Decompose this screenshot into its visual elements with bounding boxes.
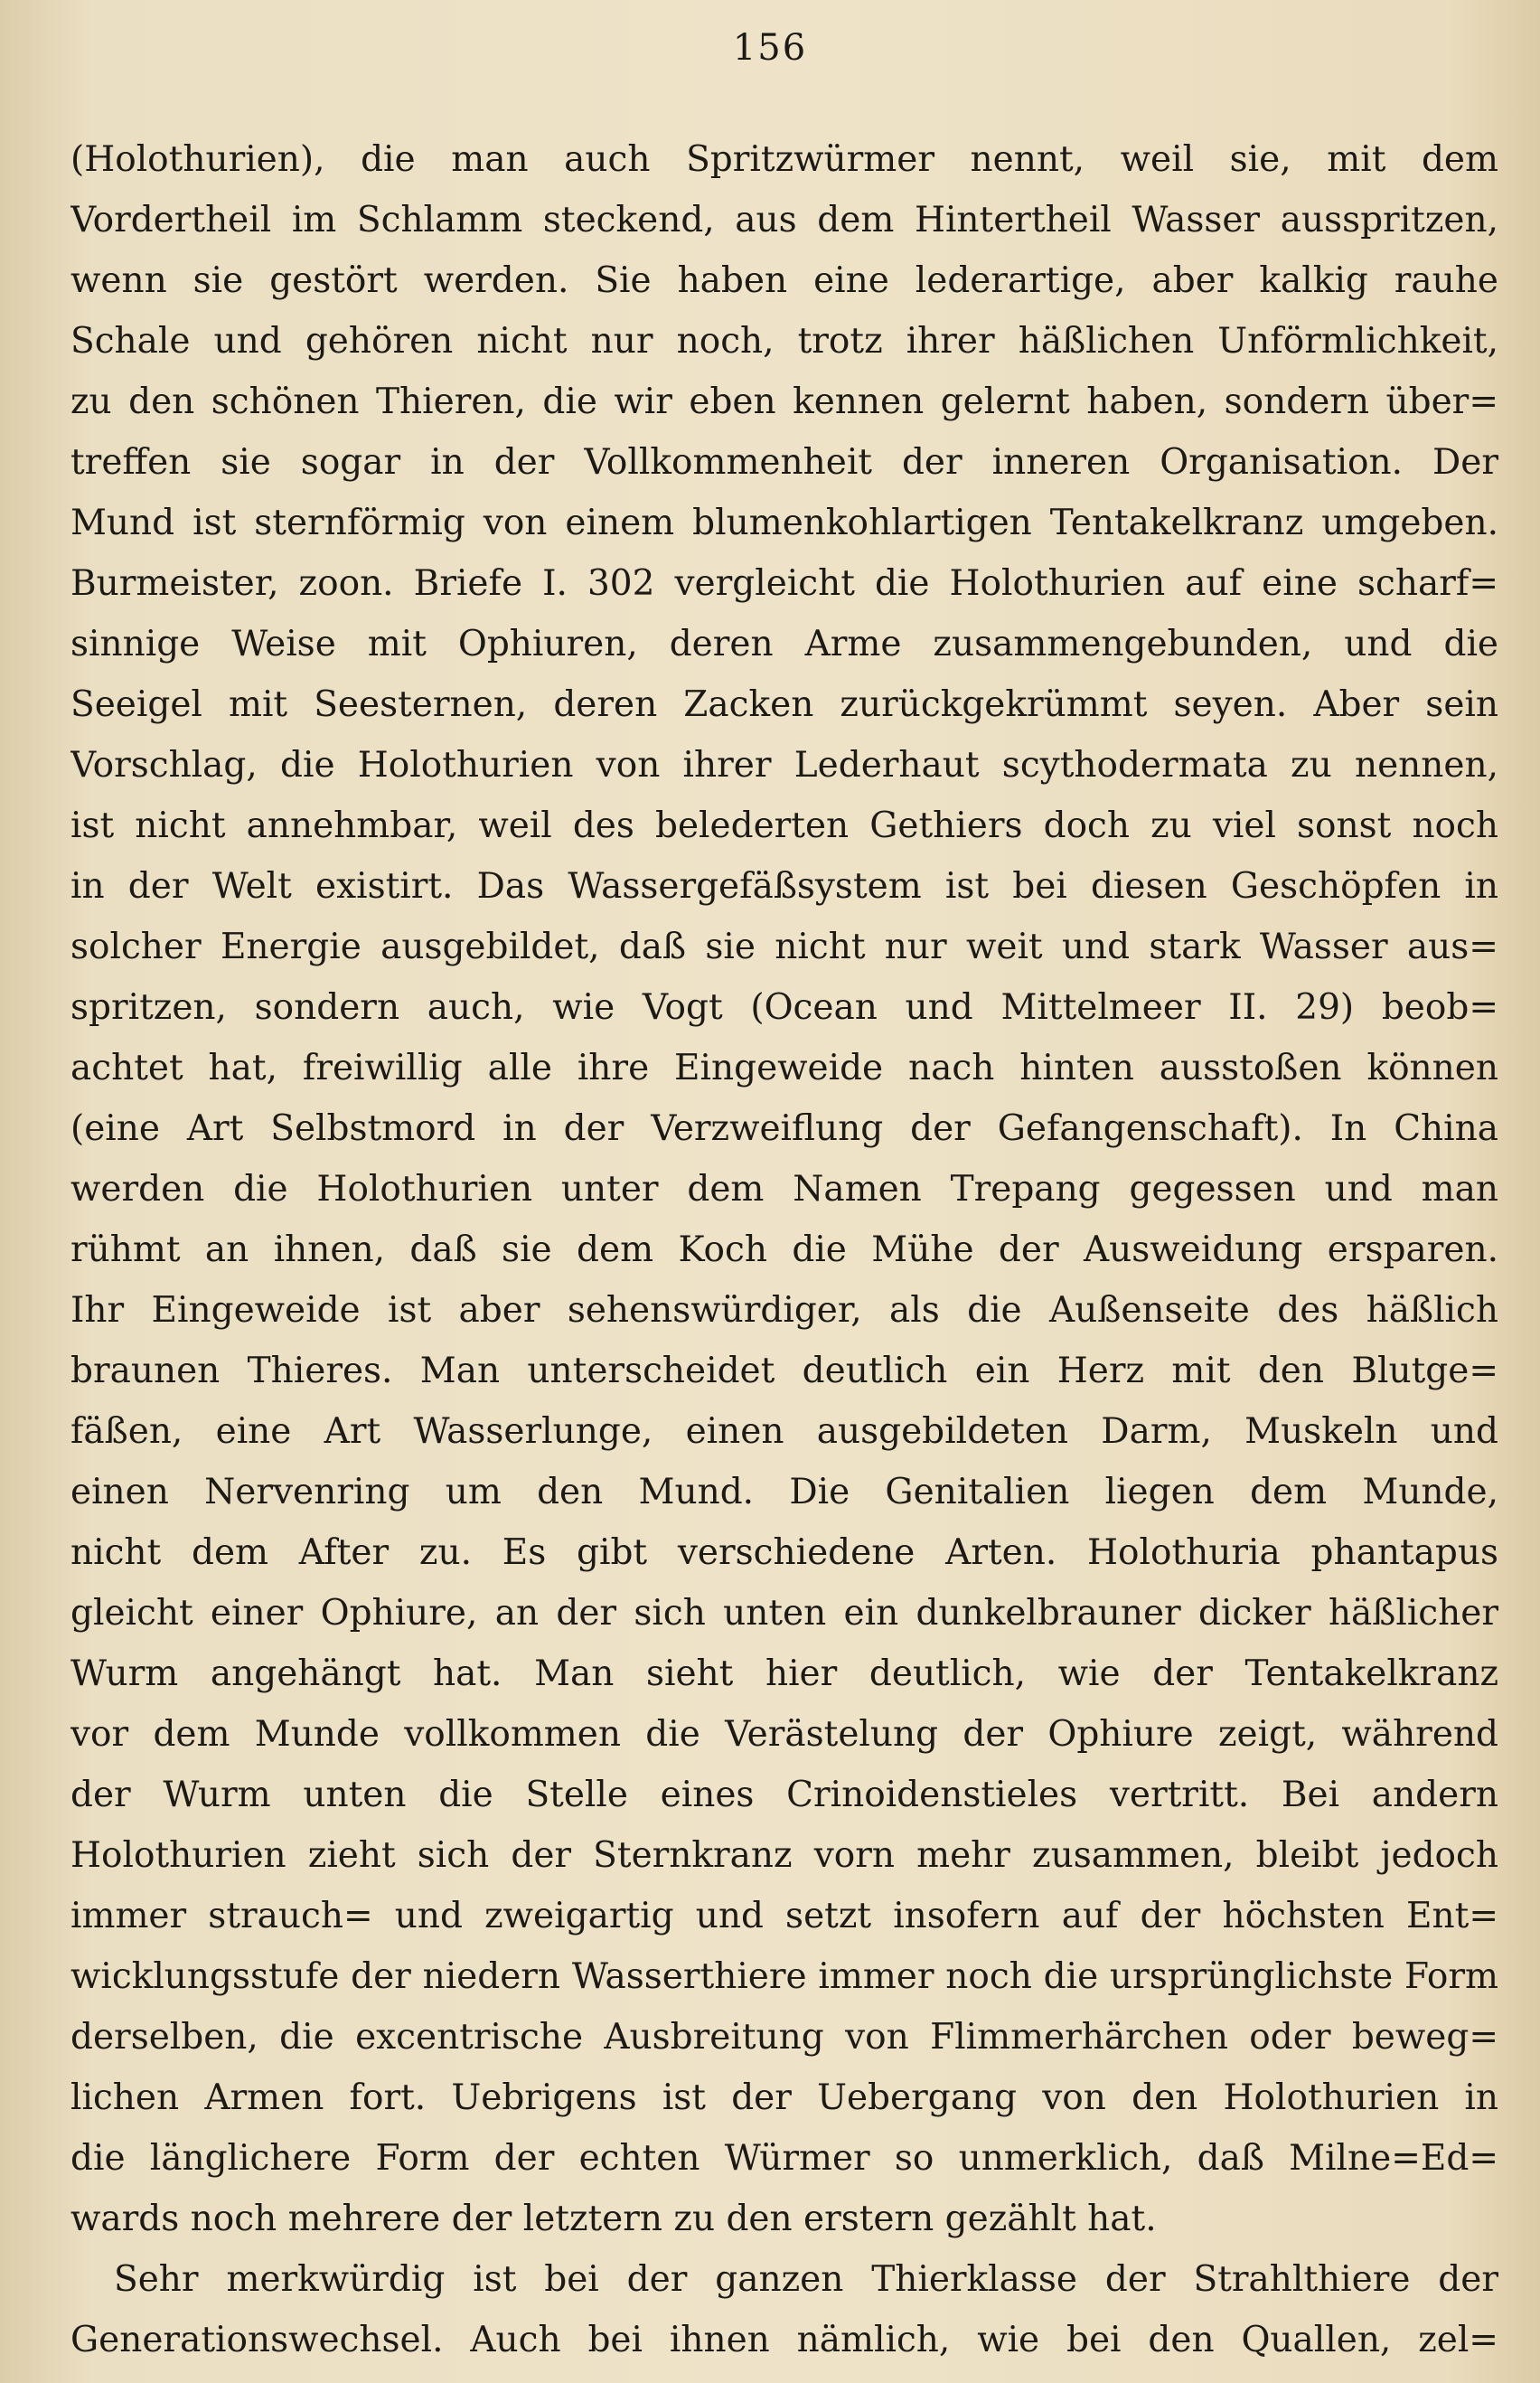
text-line: rühmt an ihnen, daß sie dem Koch die Mühe der Ausweidung ersparen. — [70, 1229, 1498, 1270]
text-line: sinnige Weise mit Ophiuren, deren Arme zusammengebunden, und die — [70, 624, 1498, 664]
text-line: Vordertheil im Schlamm steckend, aus dem Hintertheil Wasser ausspritzen, — [70, 200, 1498, 240]
text-line: Wurm angehängt hat. Man sieht hier deutlich, wie der Tentakelkranz — [70, 1653, 1498, 1694]
text-line: Mund ist sternförmig von einem blumenkohlartigen Tentakelkranz umgeben. — [70, 503, 1498, 543]
text-line: wenn sie gestört werden. Sie haben eine lederartige, aber kalkig rauhe — [70, 260, 1498, 301]
text-line: fäßen, eine Art Wasserlunge, einen ausgebildeten Darm, Muskeln und — [70, 1411, 1498, 1452]
text-line: Ihr Eingeweide ist aber sehenswürdiger, als die Außenseite des häßlich — [70, 1290, 1498, 1331]
paragraph-end-line: wards noch mehrere der letztern zu den erstern gezählt hat. — [70, 2199, 1157, 2239]
text-line: nicht dem After zu. Es gibt verschiedene Arten. Holothuria phantapus — [70, 1532, 1498, 1573]
text-line: wicklungsstufe der niedern Wasserthiere immer noch die ursprünglichste Form — [70, 1956, 1498, 1997]
text-line: Holothurien zieht sich der Sternkranz vorn mehr zusammen, bleibt jedoch — [70, 1835, 1498, 1876]
text-line: zu den schönen Thieren, die wir eben kennen gelernt haben, sondern über= — [70, 381, 1498, 422]
text-line: (eine Art Selbstmord in der Verzweiflung der Gefangenschaft). In China — [70, 1108, 1498, 1149]
text-line: einen Nervenring um den Mund. Die Genitalien liegen dem Munde, — [70, 1472, 1498, 1512]
text-line: spritzen, sondern auch, wie Vogt (Ocean und Mittelmeer II. 29) beob= — [70, 987, 1498, 1028]
text-line: solcher Energie ausgebildet, daß sie nicht nur weit und stark Wasser aus= — [70, 927, 1498, 967]
text-line: lichen Armen fort. Uebrigens ist der Uebergang von den Holothurien in — [70, 2077, 1498, 2118]
text-line: immer strauch= und zweigartig und setzt insofern auf der höchsten Ent= — [70, 1896, 1498, 1936]
text-line: Seeigel mit Seesternen, deren Zacken zurückgekrümmt seyen. Aber sein — [70, 684, 1498, 725]
text-line: (Holothurien), die man auch Spritzwürmer nennt, weil sie, mit dem — [70, 139, 1498, 180]
text-line: werden die Holothurien unter dem Namen Trepang gegessen und man — [70, 1169, 1498, 1210]
text-line: achtet hat, freiwillig alle ihre Eingeweide nach hinten ausstoßen können — [70, 1048, 1498, 1088]
body-text — [70, 129, 1498, 2370]
text-line: gleicht einer Ophiure, an der sich unten ein dunkelbrauner dicker häßlicher — [70, 1593, 1498, 1634]
text-line: Vorschlag, die Holothurien von ihrer Lederhaut scythodermata zu nennen, — [70, 745, 1498, 786]
text-line: Schale und gehören nicht nur noch, trotz ihrer häßlichen Unförmlichkeit, — [70, 321, 1498, 362]
text-line: treffen sie sogar in der Vollkommenheit der inneren Organisation. Der — [70, 442, 1498, 483]
text-line: in der Welt existirt. Das Wassergefäßsystem ist bei diesen Geschöpfen in — [70, 866, 1498, 907]
text-line: der Wurm unten die Stelle eines Crinoidenstieles vertritt. Bei andern — [70, 1775, 1498, 1815]
page-number: 156 — [732, 27, 808, 69]
text-line: Generationswechsel. Auch bei ihnen nämlich, wie bei den Quallen, zel= — [70, 2320, 1498, 2360]
text-line: die länglichere Form der echten Würmer so unmerklich, daß Milne=Ed= — [70, 2138, 1498, 2179]
text-line: ist nicht annehmbar, weil des belederten Gethiers doch zu viel sonst noch — [70, 805, 1498, 846]
text-line: vor dem Munde vollkommen die Verästelung der Ophiure zeigt, während — [70, 1714, 1498, 1755]
text-line: braunen Thieres. Man unterscheidet deutlich ein Herz mit den Blutge= — [70, 1351, 1498, 1391]
paragraph-start-line: Sehr merkwürdig ist bei der ganzen Thierklasse der Strahlthiere der — [114, 2259, 1498, 2300]
text-line: derselben, die excentrische Ausbreitung von Flimmerhärchen oder beweg= — [70, 2017, 1498, 2058]
text-line: Burmeister, zoon. Briefe I. 302 vergleicht die Holothurien auf eine scharf= — [70, 563, 1498, 604]
